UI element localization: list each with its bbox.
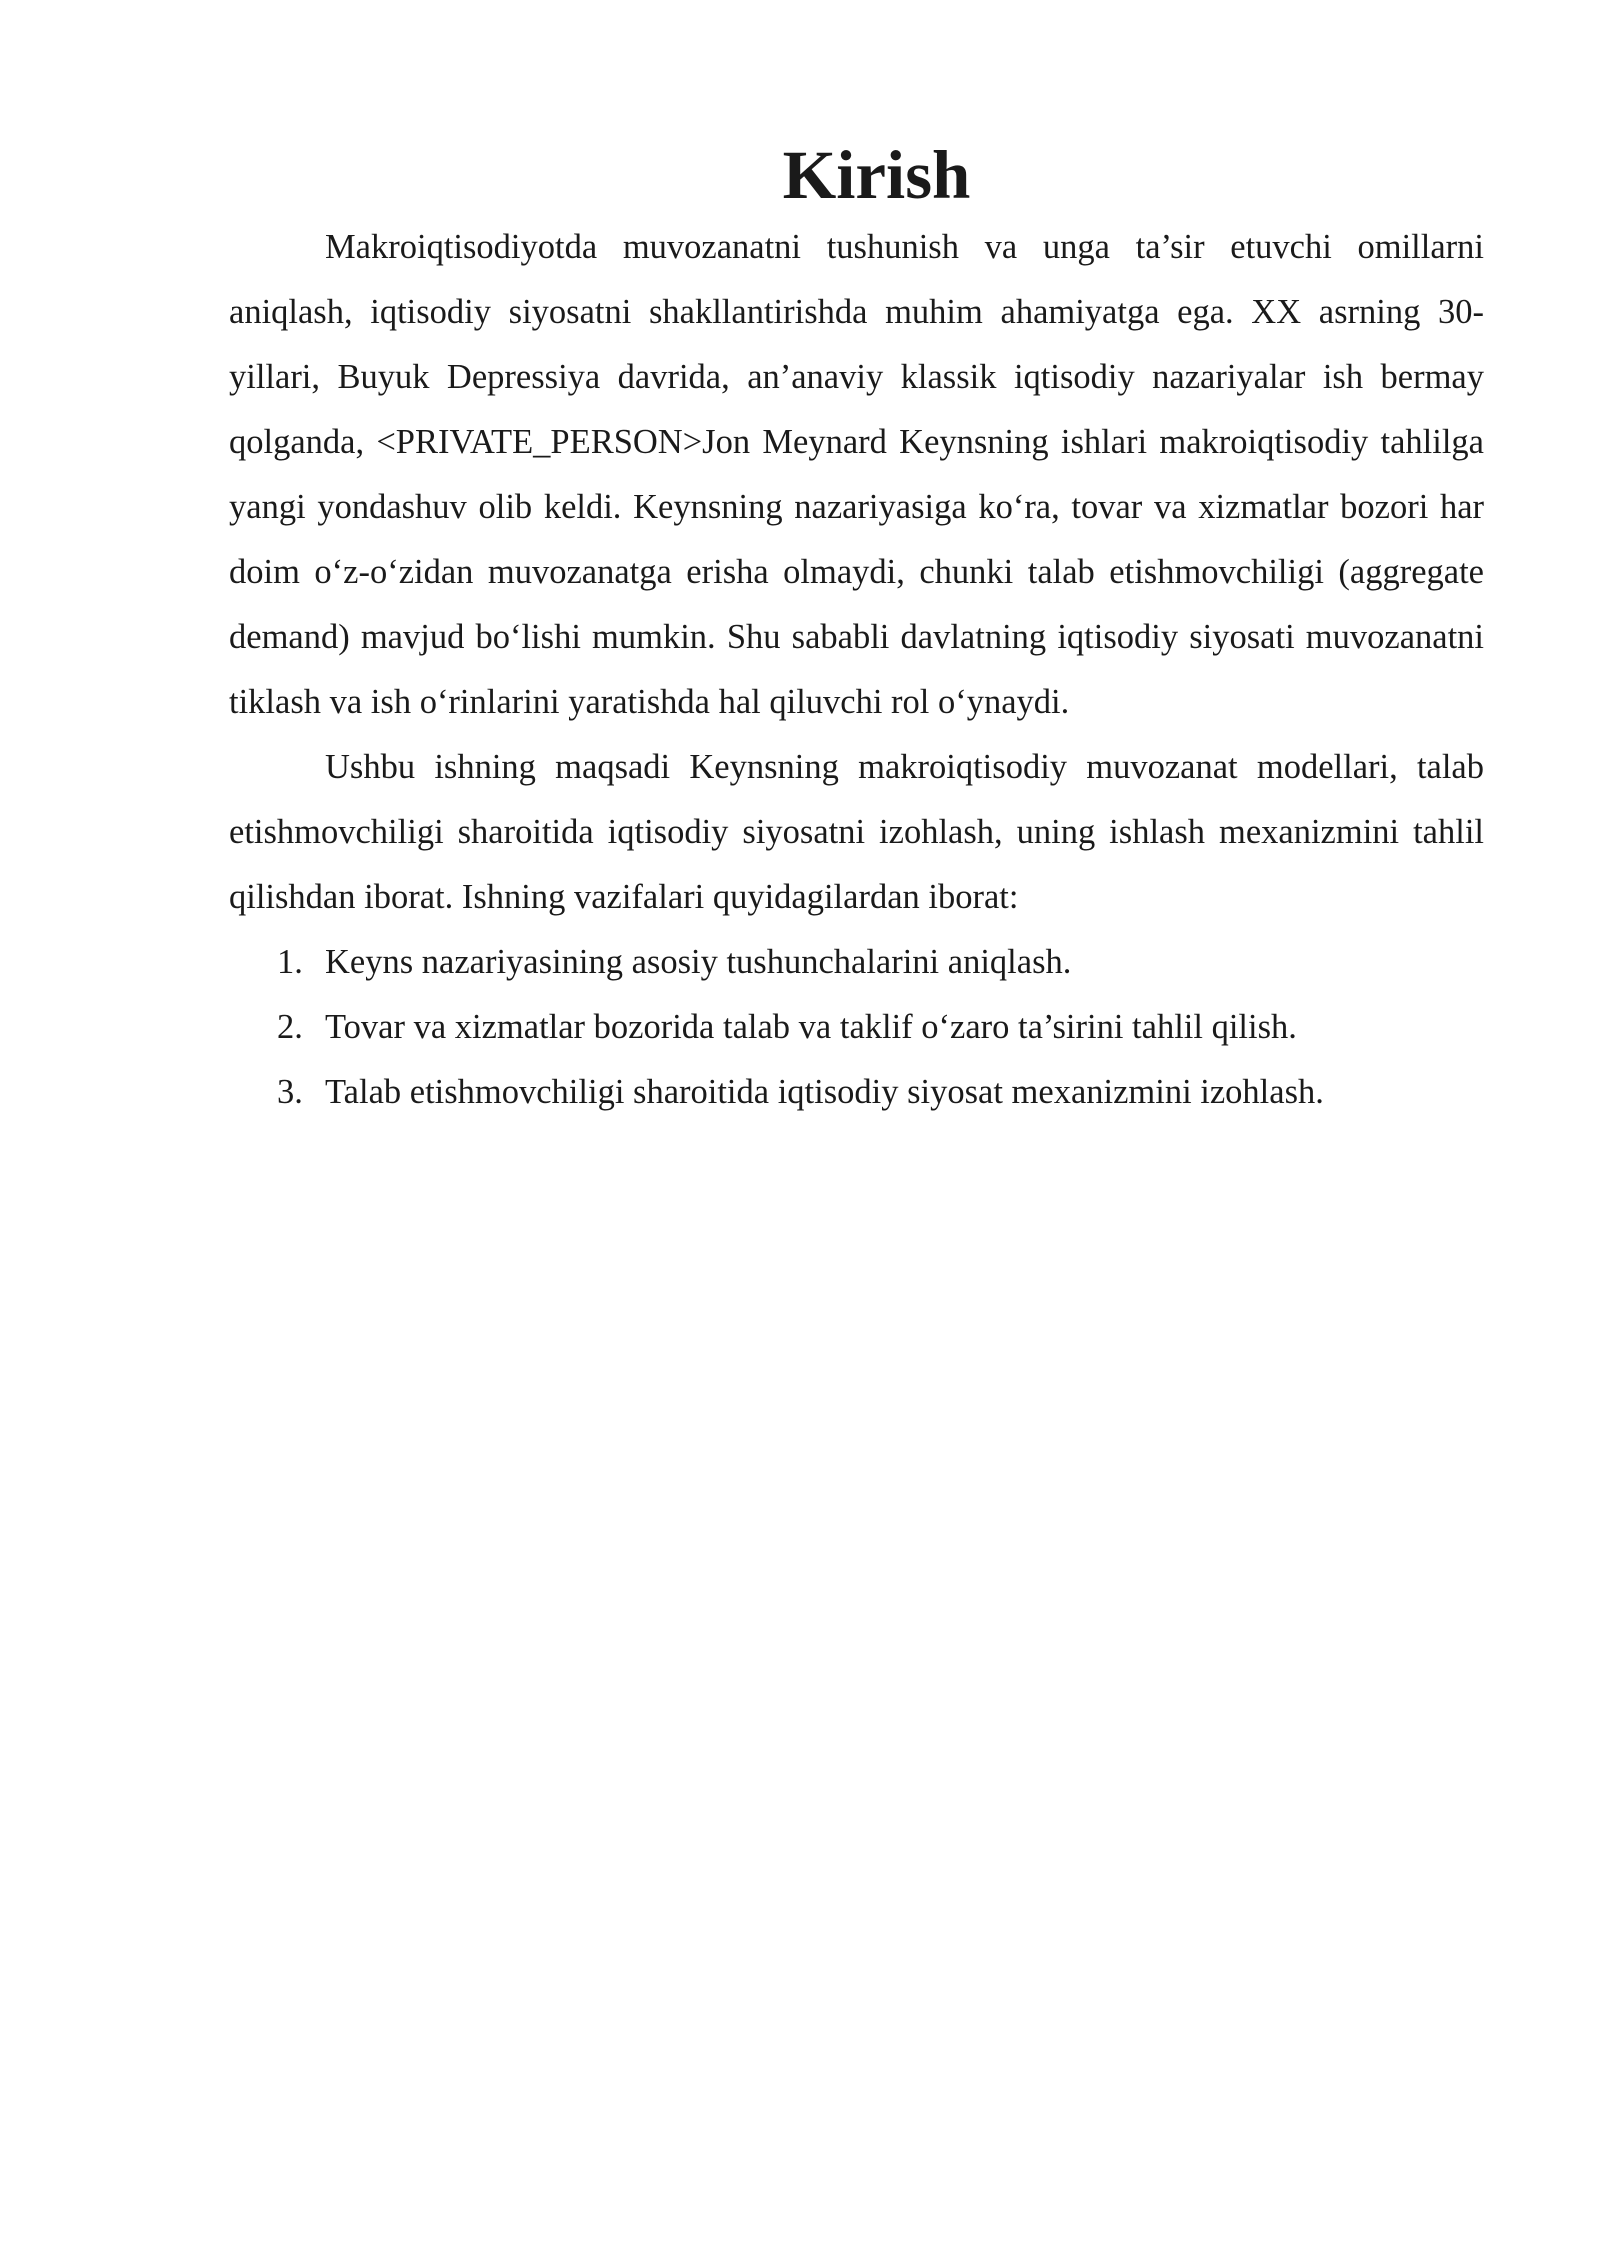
list-item <box>229 1060 1484 1125</box>
list-item-text: Talab etishmovchiligi sharoitida iqtisodiy siyosat mexanizmini izohlash. <box>325 1073 1324 1111</box>
task-list <box>229 930 1484 1125</box>
goal-paragraph: Ushbu ishning maqsadi Keynsning makroiqtisodiy muvozanat modellari, talab etishmovchiligi sharoitida iqtisodiy siyosatni izohlash, uning ishlash mexanizmini tahlil qilishdan iborat. Ishning vazifalari quyidagilardan iborat: <box>229 748 1484 916</box>
list-item-text: Tovar va xizmatlar bozorida talab va taklif o‘zaro ta’sirini tahlil qilish. <box>325 1008 1297 1046</box>
list-item-number: 3. <box>277 1073 303 1111</box>
list-item-number: 2. <box>277 1008 303 1046</box>
section-heading: Kirish <box>782 137 971 213</box>
list-item-number: 1. <box>277 943 303 981</box>
list-item <box>229 995 1484 1060</box>
intro-paragraph: Makroiqtisodiyotda muvozanatni tushunish va unga ta’sir etuvchi omillarni aniqlash, iqtisodiy siyosatni shakllantirishda muhim ahamiyatga ega. XX asrning 30-yillari, Buyuk Depressiya davrida, an’anaviy klassik iqtisodiy nazariyalar ish bermay qolganda, <PRIVATE_PERSON>Jon Meynard Keynsning ishlari makroiqtisodiy tahlilga yangi yondashuv olib keldi. Keynsning nazariyasiga ko‘ra, tovar va xizmatlar bozori har doim o‘z-o‘zidan muvozanatga erisha olmaydi, chunki talab etishmovchiligi (aggregate demand) mavjud bo‘lishi mumkin. Shu sababli davlatning iqtisodiy siyosati muvozanatni tiklash va ish o‘rinlarini yaratishda hal qiluvchi rol o‘ynaydi. <box>229 228 1484 721</box>
list-item <box>229 930 1484 995</box>
list-item-text: Keyns nazariyasining asosiy tushunchalarini aniqlash. <box>325 943 1072 981</box>
